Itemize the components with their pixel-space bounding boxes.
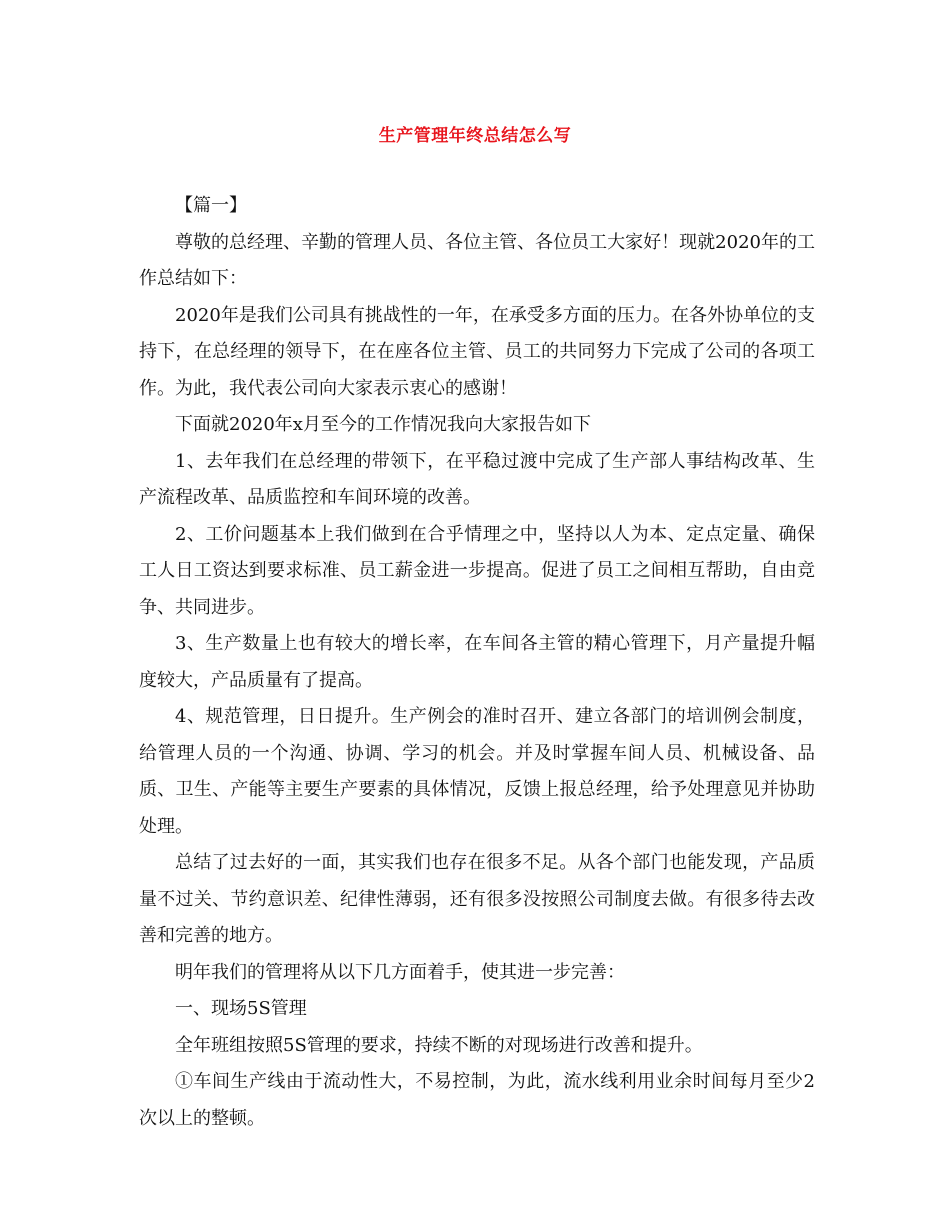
- paragraph: 1、去年我们在总经理的带领下，在平稳过渡中完成了生产部人事结构改革、生产流程改革、品质监控和车间环境的改善。: [139, 450, 815, 508]
- paragraph: 明年我们的管理将从以下几方面着手，使其进一步完善：: [175, 961, 625, 983]
- paragraph: 尊敬的总经理、辛勤的管理人员、各位主管、各位员工大家好！现就2020年的工作总结如下：: [139, 231, 815, 289]
- paragraph: 2、工价问题基本上我们做到在合乎情理之中，坚持以人为本、定点定量、确保工人日工资达到要求标准、员工薪金进一步提高。促进了员工之间相互帮助，自由竞争、共同进步。: [139, 523, 815, 618]
- document-title: 生产管理年终总结怎么写: [378, 126, 572, 146]
- paragraph: 3、生产数量上也有较大的增长率，在车间各主管的精心管理下，月产量提升幅度较大，产品质量有了提高。: [139, 633, 815, 691]
- paragraph: 全年班组按照5S管理的要求，持续不断的对现场进行改善和提升。: [175, 1034, 703, 1056]
- document-body: [139, 188, 815, 1137]
- paragraph: ①车间生产线由于流动性大，不易控制，为此，流水线利用业余时间每月至少2次以上的整顿。: [139, 1071, 815, 1129]
- paragraph: 总结了过去好的一面，其实我们也存在很多不足。从各个部门也能发现，产品质量不过关、节约意识差、纪律性薄弱，还有很多没按照公司制度去做。有很多待去改善和完善的地方。: [139, 852, 815, 946]
- section-heading: 【篇一】: [175, 195, 247, 216]
- paragraph: 2020年是我们公司具有挑战性的一年，在承受多方面的压力。在各外协单位的支持下，在总经理的领导下，在在座各位主管、员工的共同努力下完成了公司的各项工作。为此，我代表公司向大家表示衷心的感谢！: [139, 304, 815, 399]
- subsection-heading: 一、现场5S管理: [175, 998, 307, 1019]
- paragraph: 下面就2020年x月至今的工作情况我向大家报告如下: [175, 414, 591, 435]
- paragraph: 4、规范管理，日日提升。生产例会的准时召开、建立各部门的培训例会制度，给管理人员的一个沟通、协调、学习的机会。并及时掌握车间人员、机械设备、品质、卫生、产能等主要生产要素的具体情况，反馈上报总经理，给予处理意见并协助处理。: [139, 706, 815, 837]
